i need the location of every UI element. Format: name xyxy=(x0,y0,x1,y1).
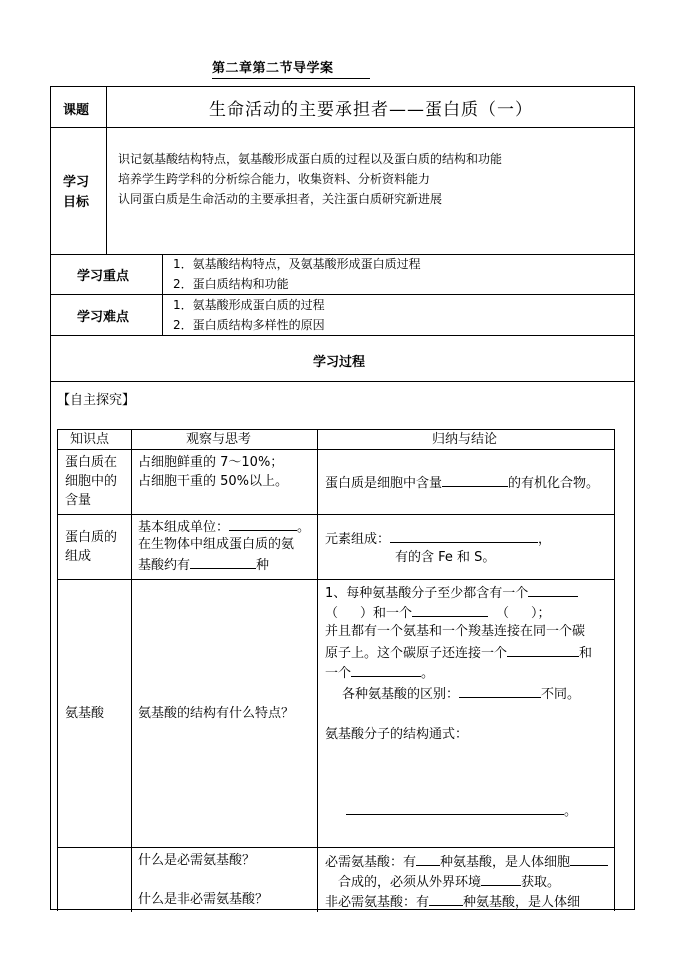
r4-observe-line: 什么是非必需氨基酸？ xyxy=(138,892,269,907)
blank-line xyxy=(570,851,608,866)
row-divider xyxy=(51,127,634,128)
column-divider xyxy=(162,254,163,335)
topic-label: 课题 xyxy=(63,103,90,118)
r4-text: 种氨基酸，是人体细胞 xyxy=(440,855,571,870)
r4-text: 合成的，必须从外界环境 xyxy=(338,875,482,890)
blank-line xyxy=(229,516,297,531)
r4-observe-line: 什么是必需氨基酸？ xyxy=(138,853,256,868)
goals-label-line2: 目标 xyxy=(63,195,90,210)
r1-topic-line: 含量 xyxy=(65,493,92,508)
r3-topic: 氨基酸 xyxy=(65,706,105,721)
blank-line xyxy=(412,602,488,617)
r1-observe-line: 占细胞鲜重的 7～10%； xyxy=(138,455,284,470)
difficult-point-item: 1．氨基酸形成蛋白质的过程 xyxy=(173,298,325,312)
key-point-item: 1．氨基酸结构特点，及氨基酸形成蛋白质过程 xyxy=(173,257,421,271)
r3-text: （ xyxy=(496,606,510,621)
r2-observe-post: 种 xyxy=(256,558,270,573)
r3-text: ）和一个 xyxy=(360,606,413,621)
r1-conclusion xyxy=(325,472,599,493)
difficult-point-item: 2．蛋白质结构多样性的原因 xyxy=(173,318,325,332)
inner-column-divider xyxy=(317,430,318,912)
document-title: 第二章第二节导学案 xyxy=(212,60,370,79)
r3-formula-line xyxy=(346,800,577,821)
r2-observe-line xyxy=(138,516,310,537)
r2-conclusion-line xyxy=(325,528,551,549)
goal-item: 培养学生跨学科的分析综合能力，收集资料、分析资料能力 xyxy=(118,172,431,186)
r2-topic-line: 组成 xyxy=(65,549,92,564)
r1-topic-line: 细胞中的 xyxy=(65,474,118,489)
r4-conclusion-line xyxy=(325,891,580,912)
blank-line xyxy=(390,528,538,543)
blank-line xyxy=(416,851,440,866)
header-observe: 观察与思考 xyxy=(186,432,252,447)
r3-formula-label: 氨基酸分子的结构通式： xyxy=(325,727,469,742)
r2-observe-pre: 基酸约有 xyxy=(138,558,191,573)
r4-text: 非必需氨基酸：有 xyxy=(325,895,430,910)
r4-text: 获取。 xyxy=(521,875,561,890)
r4-conclusion-line xyxy=(338,871,560,892)
blank-line xyxy=(442,472,508,487)
r1-conclusion-post: 的有机化合物。 xyxy=(508,476,600,491)
goals-label-line1: 学习 xyxy=(63,175,90,190)
topic-title: 生命活动的主要承担者——蛋白质（一） xyxy=(209,100,533,120)
blank-line xyxy=(351,662,421,677)
r3-observe: 氨基酸的结构有什么特点？ xyxy=(138,706,295,721)
r3-text: 。 xyxy=(564,804,578,819)
r3-text: （ xyxy=(325,606,339,621)
lesson-plan-table xyxy=(50,86,635,910)
r2-conclusion-post: ， xyxy=(538,532,552,547)
r2-observe-line: 在生物体中组成蛋白质的氨 xyxy=(138,537,295,552)
r3-text: 不同。 xyxy=(541,687,581,702)
r3-conclusion-line: 并且都有一个氨基和一个羧基连接在同一个碳 xyxy=(325,624,586,639)
r3-text: 和 xyxy=(579,646,593,661)
r1-observe-line: 占细胞干重的 50%以上。 xyxy=(138,474,289,489)
r3-text: 原子上。这个碳原子还连接一个 xyxy=(325,646,508,661)
r3-conclusion-line xyxy=(325,642,592,663)
row-divider xyxy=(51,381,634,382)
r4-conclusion-line xyxy=(325,851,608,872)
r3-text: 一个 xyxy=(325,666,352,681)
inner-row-divider xyxy=(58,514,614,515)
header-conclude: 归纳与结论 xyxy=(432,432,498,447)
r3-text: 。 xyxy=(421,666,435,681)
r2-conclusion-pre: 元素组成： xyxy=(325,532,391,547)
blank-line xyxy=(190,554,256,569)
blank-line xyxy=(459,683,541,698)
r3-conclusion-line xyxy=(325,602,551,623)
r2-observe-post: 。 xyxy=(297,520,311,535)
r3-text: 1、每种氨基酸分子至少都含有一个 xyxy=(325,586,529,601)
row-divider xyxy=(51,335,634,336)
goal-item: 识记氨基酸结构特点，氨基酸形成蛋白质的过程以及蛋白质的结构和功能 xyxy=(118,152,503,166)
difficult-points-label: 学习难点 xyxy=(77,310,130,325)
r3-text: 各种氨基酸的区别： xyxy=(342,687,460,702)
inner-row-divider xyxy=(58,449,614,450)
r2-observe-pre: 基本组成单位： xyxy=(138,520,230,535)
r3-conclusion-line xyxy=(325,662,434,683)
row-divider xyxy=(51,294,634,295)
inner-row-divider xyxy=(58,579,614,580)
blank-line xyxy=(481,871,521,886)
explore-heading: 【自主探究】 xyxy=(57,393,136,408)
column-divider xyxy=(106,87,107,254)
header-knowledge: 知识点 xyxy=(70,432,110,447)
goal-item: 认同蛋白质是生命活动的主要承担者，关注蛋白质研究新进展 xyxy=(118,192,443,206)
r4-text: 必需氨基酸：有 xyxy=(325,855,417,870)
process-heading: 学习过程 xyxy=(313,355,366,370)
r3-conclusion-line xyxy=(342,683,580,704)
key-points-label: 学习重点 xyxy=(77,269,130,284)
key-point-item: 2．蛋白质结构和功能 xyxy=(173,277,289,291)
inner-column-divider xyxy=(131,430,132,912)
r3-conclusion-line xyxy=(325,582,578,603)
r1-topic-line: 蛋白质在 xyxy=(65,455,118,470)
r2-topic-line: 蛋白质的 xyxy=(65,530,118,545)
r3-text: ）； xyxy=(531,606,551,621)
r2-conclusion-line: 有的含 Fe 和 S。 xyxy=(395,550,496,565)
explore-table xyxy=(57,429,615,911)
r4-text: 种氨基酸，是人体细 xyxy=(463,895,581,910)
r2-observe-line xyxy=(138,554,269,575)
blank-line xyxy=(346,800,564,815)
blank-line xyxy=(429,891,463,906)
blank-line xyxy=(528,582,578,597)
blank-line xyxy=(507,642,579,657)
inner-row-divider xyxy=(58,847,614,848)
r1-conclusion-pre: 蛋白质是细胞中含量 xyxy=(325,476,443,491)
